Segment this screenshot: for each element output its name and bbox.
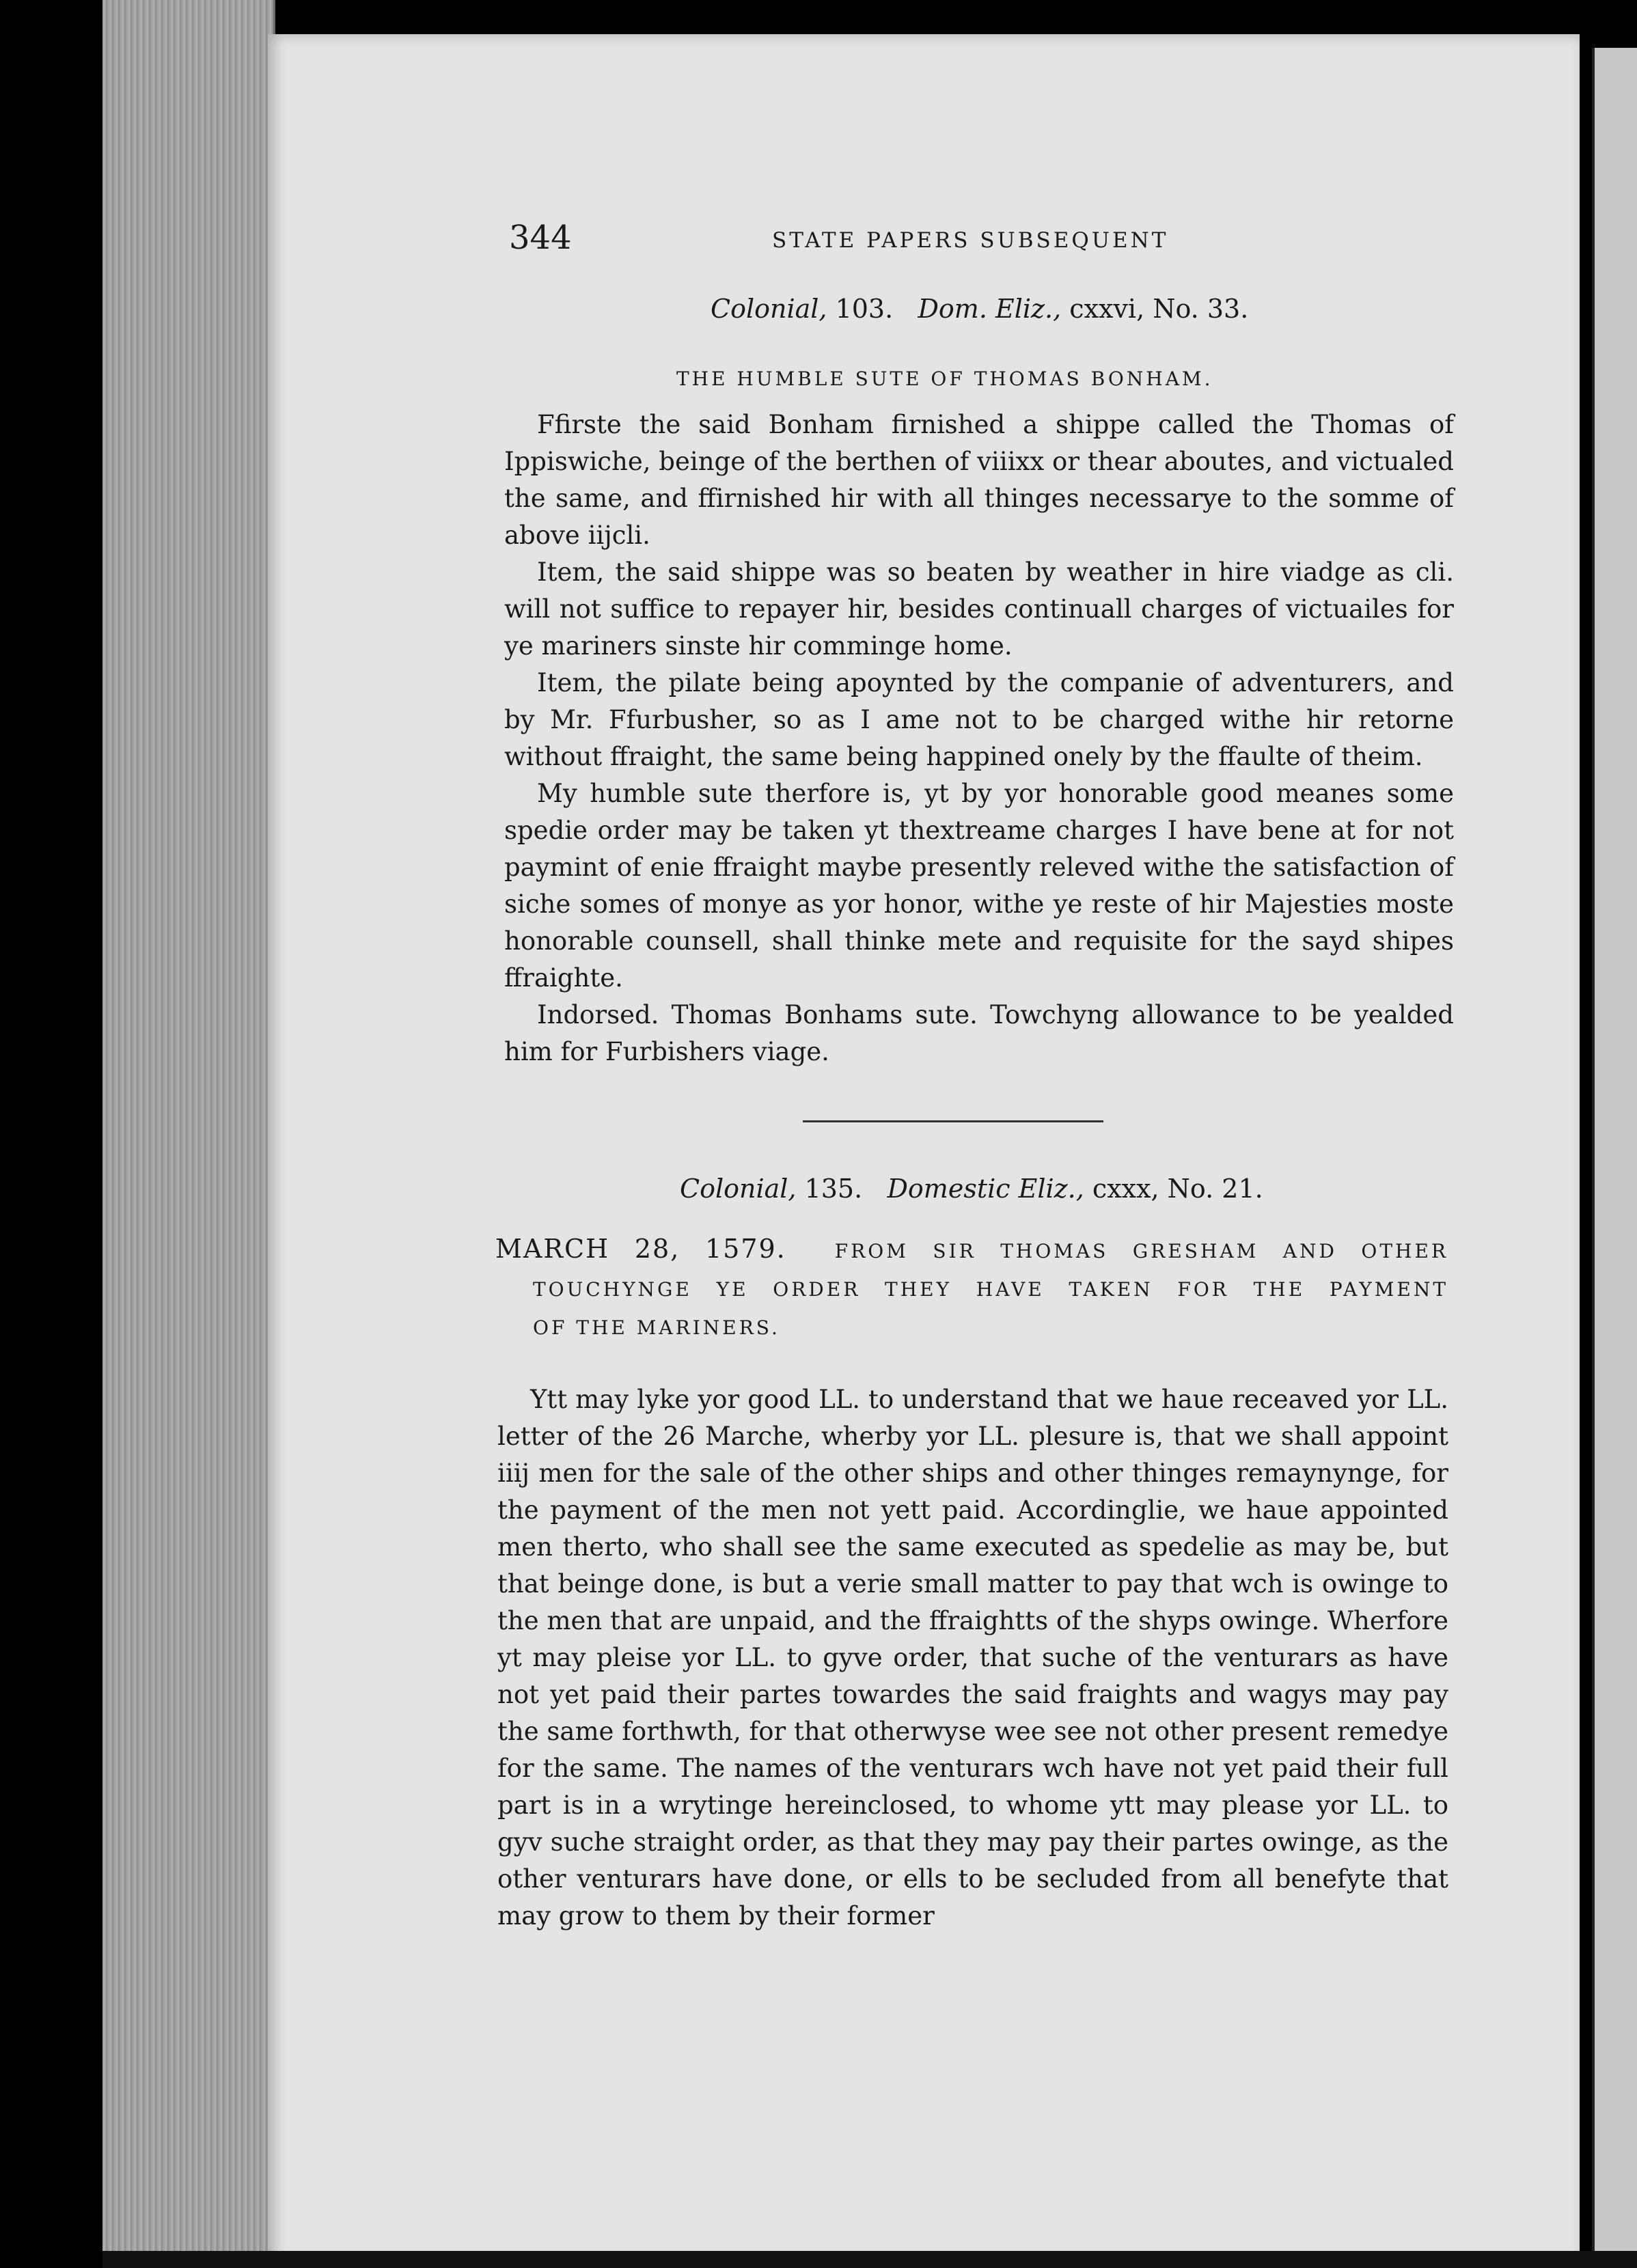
- dom-reference: cxxvi, No. 33.: [1061, 294, 1249, 324]
- document-1-title: THE HUMBLE SUTE OF THOMAS BONHAM.: [676, 368, 1213, 390]
- heading-line-2: TOUCHYNGE YE ORDER THEY HAVE TAKEN FOR THE PAYMENT: [533, 1278, 1448, 1301]
- heading-line-3: OF THE MARINERS.: [533, 1316, 780, 1339]
- colonial-number: 135.: [796, 1174, 863, 1204]
- paragraph: My humble sute therfore is, yt by yor honorable good meanes some spedie order may be taken yt thextreame charges I have bene at for not paymint of enie ffraight maybe presently releved withe the satisfaction of siche somes of monye as yor honor, withe ye reste of hir Majesties moste honorable counsell, shall thinke mete and requisite for the sayd shipes ffraighte.: [504, 779, 1454, 993]
- document-date: MARCH 28, 1579.: [495, 1234, 786, 1264]
- document-1-reference: [711, 294, 1248, 324]
- document-1-body: [504, 406, 1454, 1070]
- heading-line-1: FROM SIR THOMAS GRESHAM AND OTHER: [834, 1240, 1448, 1262]
- paragraph: Ytt may lyke yor good LL. to understand that we haue receaved yor LL. letter of the 26 Marche, wherby yor LL. plesure is, that we shall appoint iiij men for the sale of the other ships and other thinges remaynynge, for the payment of the men not yett paid. Accordinglie, we haue appointed men therto, who shall see the same executed as spedelie as may be, but that beinge done, is but a verie small matter to pay that wch is owinge to the men that are unpaid, and the ffraightts of the shyps owinge. Wherfore yt may pleise yor LL. to gyve order, that suche of the venturars as have not yet paid their partes towardes the said fraights and wagys may pay the same forthwth, for that otherwyse wee see not other present remedye for the same. The names of the venturars wch have not yet paid their full part is in a wrytinge hereinclosed, to whome ytt may please yor LL. to gyv suche straight order, as that they may pay their partes owinge, as the other venturars have done, or ells to be secluded from all benefyte that may grow to them by their former: [497, 1385, 1448, 1931]
- document-2-heading: [495, 1230, 1448, 1347]
- dom-label: Dom. Eliz.,: [918, 294, 1062, 324]
- dom-label: Domestic Eliz.,: [887, 1174, 1084, 1204]
- colonial-number: 103.: [827, 294, 894, 324]
- colonial-label: Colonial,: [711, 294, 827, 324]
- running-head-title: STATE PAPERS SUBSEQUENT: [772, 228, 1169, 253]
- page-number: 344: [509, 219, 572, 257]
- book-page-edges: [102, 0, 275, 2254]
- document-2-body: [497, 1381, 1448, 1935]
- paragraph: Item, the pilate being apoynted by the companie of adventurers, and by Mr. Ffurbusher, so as I ame not to be charged withe hir retorne without ffraight, the same being happined onely by the ffaulte of theim.: [504, 668, 1454, 771]
- next-page-edge: [1592, 48, 1637, 2268]
- section-divider: [803, 1120, 1103, 1122]
- paragraph: Item, the said shippe was so beaten by weather in hire viadge as cli. will not suffice to repayer hir, besides continuall charges of victuailes for ye mariners sinste hir comminge home.: [504, 557, 1454, 661]
- running-head: [509, 219, 1206, 260]
- paragraph: Ffirste the said Bonham firnished a shippe called the Thomas of Ippiswiche, beinge of the berthen of viiixx or thear aboutes, and victualed the same, and ffirnished hir with all thinges necessarye to the somme of above iijcli.: [504, 410, 1454, 550]
- scan-border: [102, 2251, 1637, 2268]
- indorsement: Indorsed. Thomas Bonhams sute. Towchyng allowance to be yealded him for Furbishers viage.: [504, 1000, 1454, 1066]
- document-2-reference: [680, 1174, 1263, 1204]
- heading-first-line: [495, 1230, 1448, 1271]
- dom-reference: cxxx, No. 21.: [1084, 1174, 1263, 1204]
- colonial-label: Colonial,: [680, 1174, 797, 1204]
